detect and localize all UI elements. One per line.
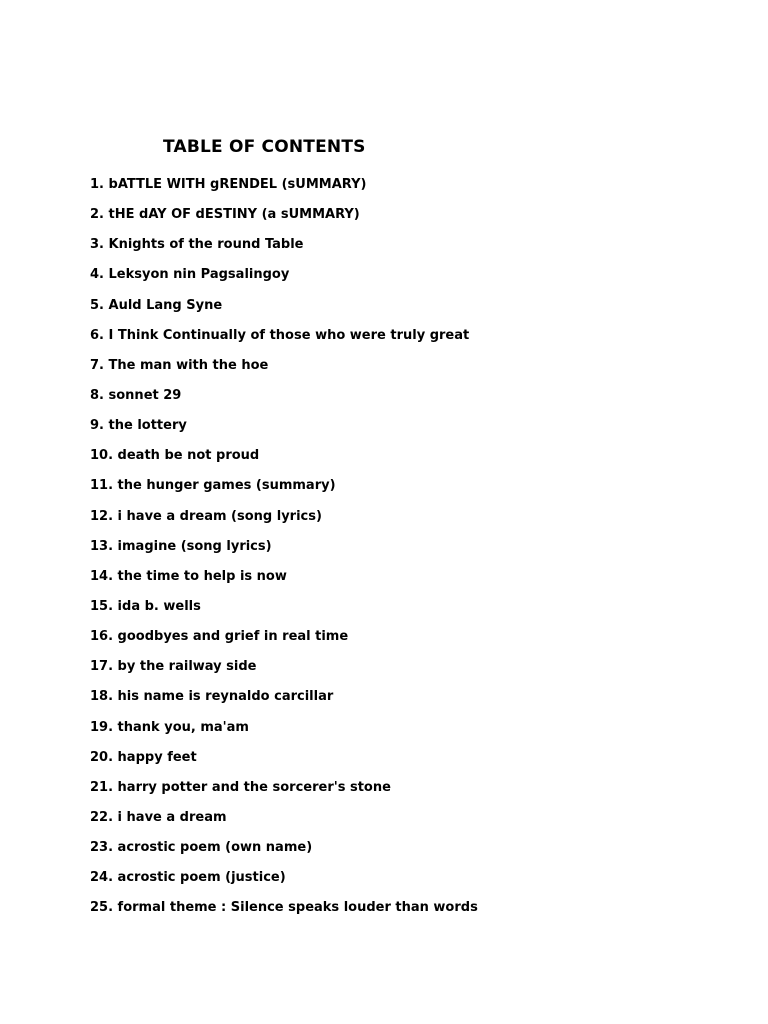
toc-entry-21: 21. harry potter and the sorcerer's stone <box>90 779 391 795</box>
toc-entry-14: 14. the time to help is now <box>90 568 287 584</box>
toc-entry-8: 8. sonnet 29 <box>90 387 182 403</box>
toc-entry-17: 17. by the railway side <box>90 659 257 675</box>
toc-entry-18: 18. his name is reynaldo carcillar <box>90 689 334 705</box>
toc-entry-9: 9. the lottery <box>90 418 187 434</box>
toc-entry-3: 3. Knights of the round Table <box>90 237 304 253</box>
toc-entry-25: 25. formal theme : Silence speaks louder than words <box>90 900 478 916</box>
toc-entry-15: 15. ida b. wells <box>90 598 201 614</box>
toc-entry-1: 1. bATTLE WITH gRENDEL (sUMMARY) <box>90 177 367 192</box>
toc-entry-12: 12. i have a dream (song lyrics) <box>90 508 322 524</box>
toc-entry-19: 19. thank you, ma'am <box>90 719 249 735</box>
toc-entry-5: 5. Auld Lang Syne <box>90 297 223 313</box>
toc-entry-10: 10. death be not proud <box>90 448 260 464</box>
toc-entry-13: 13. imagine (song lyrics) <box>90 538 272 554</box>
toc-entry-4: 4. Leksyon nin Pagsalingoy <box>90 267 290 283</box>
toc-entry-24: 24. acrostic poem (justice) <box>90 870 286 886</box>
toc-entry-16: 16. goodbyes and grief in real time <box>90 629 349 645</box>
page-title: TABLE OF CONTENTS <box>163 137 366 157</box>
toc-entry-23: 23. acrostic poem (own name) <box>90 840 313 856</box>
toc-list <box>90 176 478 930</box>
toc-entry-6: 6. I Think Continually of those who were truly great <box>90 327 470 343</box>
toc-entry-2: 2. tHE dAY OF dESTINY (a sUMMARY) <box>90 207 360 223</box>
toc-entry-22: 22. i have a dream <box>90 809 227 825</box>
toc-entry-7: 7. The man with the hoe <box>90 357 269 373</box>
toc-entry-11: 11. the hunger games (summary) <box>90 478 336 494</box>
toc-entry-20: 20. happy feet <box>90 749 197 765</box>
